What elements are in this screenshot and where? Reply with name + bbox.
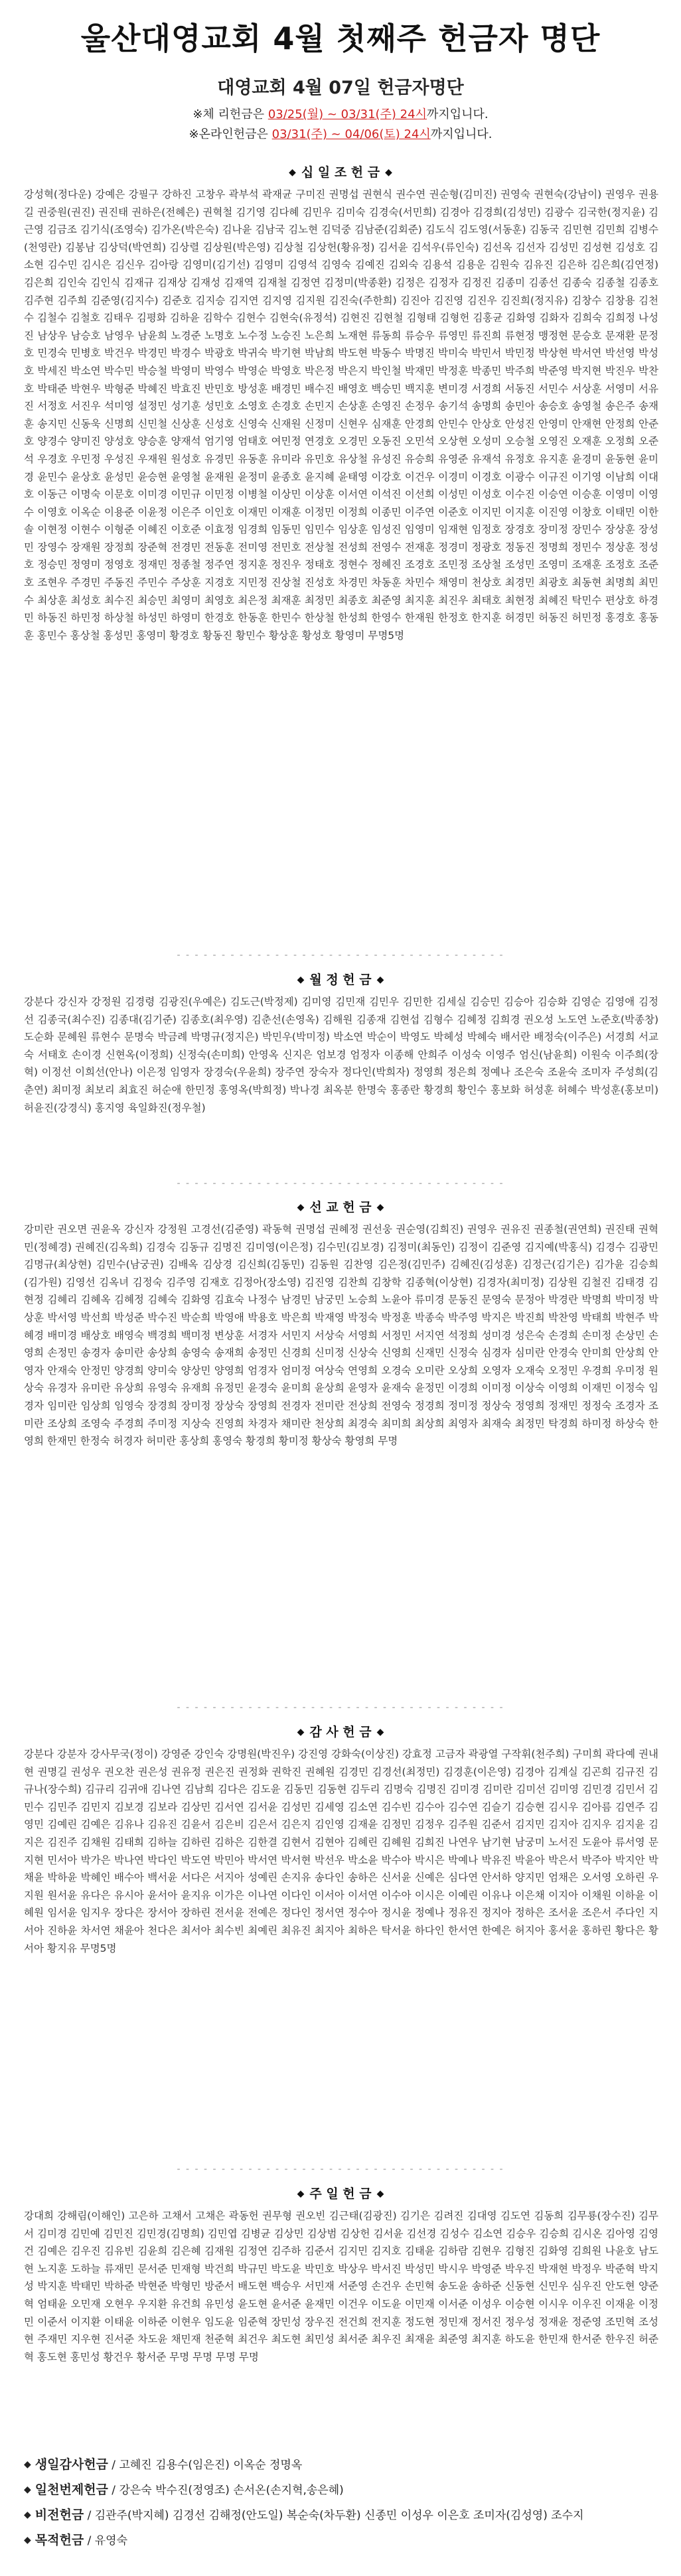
period-prefix: ※온라인헌금은 xyxy=(189,127,272,141)
section-names-monthly: 강분다 강신자 강정원 김경령 김광진(우예은) 김도근(박정제) 김미영 김민재 김민우 김민한 김세실 김승민 김승아 김승화 김영순 김영애 김정선 김종국(최수진) 김종대(김기준) 김종호(최우영) 김춘선(손영옥) 김해원 김종재 김현섭 김형수 김혜정 김희경 권오성 노도연 노준호(박종창) 도순화 문혜원 류현수 문명숙 박금례 박명규(정지은) 박민우(박미정) 박소연 박순이 박영도 박헤성 박혜숙 배서란 배정숙(이주은) 서경희 서교숙 서태호 손이경 신현옥(이정희) 신정숙(손미희) 안영옥 신지은 엄보경 엄정자 이종해 안희주 이성숙 이영주 엄신(남윤희) 이원숙 이주희(장혁) 이정선 이희선(안나) 이은정 임영자 장경숙(우윤희) 장주연 장숙자 정다인(박희자) 정영희 정은희 정예나 조은숙 조윤숙 조미자 주성희(김춘연) 최미정 최보리 최효진 허순애 한민정 홍영옥(박희정) 박나경 최옥분 한명숙 홍종란 황경희 황인수 홍보화 허성훈 허혜수 박성훈(홍보미) 허윤진(강경식) 홍지영 육일화진(정우철) xyxy=(24,996,658,1114)
diamond-icon: ◆ xyxy=(24,2484,31,2495)
misc-names: 김관주(박지혜) 김경선 김해정(안도일) 복순숙(차두환) 신종민 이성우 이은호 조미자(김성영) 조수지 xyxy=(94,2509,584,2522)
section-names-tithe: 강성혁(정다운) 강예은 강필구 강하진 고창우 곽부석 곽재균 구미진 권명섭 권현식 권수연 권순형(김미진) 권영숙 권현숙(강남이) 권영우 권용길 권중원(권진) 권진태 권하은(전혜은) 권혁철 김기영 김다혜 김민우 김미숙 김경숙(서민희) 김경아 김경희(김성민) 김광수 김국한(정지윤) 김근영 김금조 김기식(조영숙) 김가온(박은숙) 김나윤 김남국 김노현 김덕중 김남준(김회준) 김도식 김도영(서동훈) 김동국 김민현 김민희 김병수(천영란) 김봉남 김상덕(박연희) 김상렬 김상원(박은영) 김상철 김상헌(황유정) 김서윤 김석우(류인숙) 김선옥 김선자 김성민 김성현 김성호 김소현 김수민 김시은 김신우 김아랑 김영미(김기선) 김영미 김영석 김영숙 김예진 김외숙 김용석 김용운 김원숙 김유진 김은하 김은희(김연정) 김은희 김인숙 김인식 김재규 김재상 김재성 김재역 김재철 김정연 김정미(박종환) 김정은 김정자 김정진 김종미 김종선 김종숙 김종철 김종호 김주현 김주희 김준영(김지수) 김준호 김지승 김지연 김지영 김지원 김진숙(주한희) 김진아 김진영 김진우 김진희(정지유) 김창수 김창용 김천수 김철수 김철호 김태우 김평화 김하윤 김학수 김현수 김현숙(유정석) 김현진 김현철 김형태 김형헌 김홍균 김화영 김화자 김희숙 김희정 나성진 남상우 남승호 남영우 남윤희 노경준 노명호 노수정 노승진 노은희 노재현 류동희 류승우 류영민 류진희 류현정 맹정현 문승호 문재환 문정호 민경숙 민병호 박건우 박경민 박경수 박광호 박귀숙 박기현 박남희 박도현 박동수 박명진 박미숙 박민서 박민정 박상현 박서연 박선영 박성호 박세진 박소연 박수민 박승철 박영미 박영수 박영순 박영호 박은정 박은지 박인철 박재민 박정훈 박종민 박주희 박준영 박지현 박진우 박찬호 박태준 박현우 박형준 박혜진 박효진 반민호 방성훈 배경민 배수진 배영호 백승민 백지훈 변미경 서경희 서동진 서민수 서상훈 서영미 서유진 서정호 서진우 석미영 설정민 성기훈 성민호 소영호 손경호 손민지 손상훈 손영진 손정우 송기석 송명희 송민아 송승호 송영철 송은주 송재훈 송지민 신동욱 신명희 신민철 신상훈 신성호 신영숙 신재원 신정미 신현우 심재훈 안경희 안민수 안상호 안성진 안영미 안재현 안정희 안준호 양경수 양미진 양성호 양승훈 양재석 엄기영 엄태호 여민정 연경호 오경민 오동진 오민석 오상현 오성미 오승철 오영진 오재훈 오정희 오준석 우경호 우민정 우성진 우재원 원성호 유경민 유동훈 유미라 유민호 유상철 유성진 유승희 유영준 유재석 유정호 유지훈 윤경미 윤동현 윤미경 윤민수 윤상호 윤성민 윤승현 윤영철 윤재원 윤정미 윤종호 윤지혜 윤태영 이강호 이건우 이경미 이경호 이광수 이규진 이기영 이남희 이대호 이동근 이명숙 이문호 이미경 이민규 이민정 이병철 이상민 이상훈 이서연 이석진 이선희 이성민 이성호 이수진 이승연 이승훈 이영미 이영수 이영호 이옥순 이용준 이윤정 이은주 이인호 이재민 이재훈 이정민 이정희 이종민 이주연 이준호 이지민 이지훈 이진영 이창호 이태민 이한솔 이현정 이현수 이형준 이혜진 이호준 이효정 임경희 임동민 임민수 임상훈 임성진 임영미 임재현 임정호 장경호 장미정 장민수 장상훈 장성민 장영수 장재원 장정희 장준혁 전경민 전동훈 전미영 전민호 전상철 전성희 전영수 전재훈 정경미 정광호 정동진 정명희 정민수 정상훈 정성호 정승민 정영미 정영호 정재민 정종철 정주연 정지훈 정진우 정태호 정현수 정혜진 조경호 조민정 조상철 조성민 조영미 조재훈 조정호 조준호 조현우 주경민 주동진 주민수 주상훈 지경호 지민정 진상철 진성호 차경민 차동훈 차민수 채영미 천상호 최경민 최광호 최동현 최명희 최민수 최상훈 최성호 최수진 최승민 최영미 최영호 최은정 최재훈 최정민 최종호 최준영 최지훈 최진우 최태호 최현정 최혜진 탁민수 편상호 하경민 하동진 하민정 하상철 하성민 하영미 한경호 한동훈 한민수 한상철 한성희 한영수 한재원 한정호 한지훈 허경민 허동진 허민정 홍경호 홍동훈 홍민수 홍상철 홍성민 홍영미 황경호 황동진 황민수 황상훈 황성호 황영미 무명5명 xyxy=(24,188,658,642)
diamond-icon: ◆ xyxy=(376,1727,384,1737)
diamond-icon: ◆ xyxy=(297,2189,305,2199)
misc-birthday xyxy=(24,2455,658,2473)
diamond-icon: ◆ xyxy=(24,2510,31,2520)
misc-label: 생일감사헌금 xyxy=(35,2457,108,2472)
period-suffix: 까지입니다. xyxy=(426,107,489,121)
section-heading-tithe xyxy=(0,163,681,180)
diamond-icon: ◆ xyxy=(385,167,392,178)
diamond-icon: ◆ xyxy=(297,975,305,985)
diamond-icon: ◆ xyxy=(376,1202,384,1213)
section-heading-text: 십 일 조 헌 금 xyxy=(301,165,380,180)
section-heading-mission xyxy=(0,1197,681,1215)
diamond-icon: ◆ xyxy=(24,2459,31,2470)
section-names-mission: 강미란 권오면 권윤옥 강신자 강정원 고경선(김준영) 곽동혁 권명섭 권혜정 권선웅 권순영(김희진) 권영우 권유진 권종철(권연희) 권진태 권혁민(정혜경) 권혜진(김옥희) 김경숙 김동규 김명진 김미영(이은정) 김수민(김보경) 김정미(최동인) 김정이 김준영 김지예(박홍식) 김경수 김광민 김명규(최상현) 김민수(남궁권) 김배옥 김상경 김신희(김동민) 김동원 김찬영 김은정(김민주) 김혜진(김성훈) 김정근(김기은) 김가윤 김승희(김가원) 김영선 김옥녀 김정숙 김주영 김재호 김정아(장소영) 김진영 김찬희 김창학 김종혁(이상현) 김경자(최미정) 김상원 김철진 김태경 김현정 김혜리 김혜옥 김혜정 김혜숙 김화영 김효숙 나정수 남경민 남궁민 노승희 노윤아 류미경 문동진 문영숙 문정아 박경란 박명희 박미정 박상훈 박서영 박선희 박성준 박수진 박순희 박영애 박용호 박은희 박재영 박정숙 박정훈 박종숙 박주영 박지은 박진희 박찬영 박태희 박현주 박혜경 배미경 배상호 배영숙 백경희 백미정 변상훈 서경자 서민지 서상숙 서영희 서정민 서지연 석정희 성미경 성은숙 손경희 손미정 손상민 손영희 손정민 송경자 송미란 송상희 송영숙 송재희 송정민 신경희 신미정 신상숙 신영희 신재민 신정숙 심경자 심미란 안경숙 안미희 안상희 안영자 안재숙 안정민 양경희 양미숙 양상민 양영희 엄경자 엄미정 여상숙 연영희 오경숙 오미란 오상희 오영자 오재숙 오정민 우경희 우미정 원상숙 유경자 유미란 유상희 유영숙 유재희 유정민 윤경숙 윤미희 윤상희 윤영자 윤재숙 윤정민 이경희 이미정 이상숙 이영희 이재민 이정숙 임경자 임미란 임상희 임영숙 장경희 장미정 장상숙 장영희 전경자 전미란 전상희 전영숙 정경희 정미정 정상숙 정영희 정재민 정정숙 조경자 조미란 조상희 조영숙 주경희 주미정 지상숙 진영희 차경자 채미란 천상희 최경숙 최미희 최상희 최영자 최재숙 최정민 탁경희 하미정 하상숙 한영희 한재민 한정숙 허경자 허미란 홍상희 홍영숙 황경희 황미정 황상숙 황영희 무명 xyxy=(24,1223,658,1448)
period-date: 03/25(월) ~ 03/31(주) 24시 xyxy=(267,107,427,121)
misc-sep: / xyxy=(84,2534,95,2547)
misc-label: 목적헌금 xyxy=(35,2533,84,2547)
section-heading-text: 주 일 헌 금 xyxy=(309,2187,372,2201)
misc-thousand xyxy=(24,2480,658,2498)
diamond-icon: ◆ xyxy=(297,1727,305,1737)
diamond-icon: ◆ xyxy=(289,167,296,178)
misc-label: 일천번제헌금 xyxy=(35,2482,108,2497)
section-separator: - - - - - - - - - - - - - - - - - - - - - - - - - - - - - - - - - - - - - xyxy=(177,1702,504,1713)
section-names-thanks: 강분다 강분자 강사무국(정이) 강영준 강인숙 강명원(박진우) 강진영 강화숙(이상진) 강효정 고금자 곽광열 구작휘(천주희) 구미희 곽다예 권내현 권명길 권성우 권오찬 권은성 권유정 권은진 권정화 권학진 권혜원 김경민 김경선(최정민) 김경훈(이은영) 김경아 김계실 김곤희 김규진 김규나(장수희) 김규리 김귀애 김나연 김남희 김다은 김도윤 김동민 김동현 김두리 김명숙 김명진 김미경 김미란 김미선 김미영 김민경 김민서 김민수 김민주 김민지 김보경 김보라 김상민 김서연 김서윤 김성민 김세영 김소연 김수빈 김수아 김수연 김슬기 김승현 김시우 김아름 김연주 김영민 김예린 김예은 김유나 김유진 김윤서 김은비 김은서 김은지 김인영 김재윤 김정민 김정우 김주원 김준서 김지민 김지아 김지우 김지윤 김지은 김진주 김채원 김태희 김하늘 김하린 김하은 김한결 김현서 김현아 김혜린 김혜원 김희진 나연우 남기현 남궁미 노서진 도윤아 류서영 문지현 민서아 박가은 박나연 박다인 박도연 박민아 박서연 박서현 박선우 박소윤 박수아 박시은 박예나 박유진 박윤아 박은서 박주아 박지안 박채윤 박하윤 박혜인 배수아 백서윤 서다은 서지아 성예린 손지유 송다인 송하은 신서윤 신예은 심다연 안서하 양지민 엄채은 오서영 오하린 우지원 원서윤 유다은 유시아 윤서아 윤지유 이가은 이나연 이다인 이서아 이서연 이수아 이시은 이예린 이유나 이은채 이지아 이채원 이하윤 이혜원 임서윤 임지우 장다은 장서아 장하린 전서윤 전예은 정다인 정서연 정수아 정시윤 정예나 정유진 정지아 정하은 조서윤 조은서 주다인 지서아 진하윤 차서연 채윤아 천다은 최서아 최수빈 최예린 최유진 최지아 최하은 탁서윤 하다인 한서연 한예은 허지아 홍서윤 홍하린 황다은 황서아 황지유 무명5명 xyxy=(24,1748,658,1954)
page-title: 울산대영교회 4월 첫째주 헌금자 명단 xyxy=(80,21,601,56)
misc-purpose xyxy=(24,2530,658,2548)
section-heading-thanks xyxy=(0,1722,681,1740)
misc-names: 강은숙 박수진(정영조) 손서온(손지혁,송은혜) xyxy=(119,2484,344,2497)
section-separator: - - - - - - - - - - - - - - - - - - - - - - - - - - - - - - - - - - - - - xyxy=(177,1178,504,1189)
section-heading-monthly xyxy=(0,970,681,988)
misc-names: 유영숙 xyxy=(94,2534,128,2547)
page-subtitle: 대영교회 4월 07일 헌금자명단 xyxy=(217,78,464,98)
misc-vision xyxy=(24,2505,658,2523)
diamond-icon: ◆ xyxy=(297,1202,305,1213)
diamond-icon: ◆ xyxy=(24,2535,31,2545)
diamond-icon: ◆ xyxy=(376,2189,384,2199)
section-heading-text: 월 정 헌 금 xyxy=(309,973,372,987)
period-suffix: 까지입니다. xyxy=(430,127,492,141)
diamond-icon: ◆ xyxy=(376,975,384,985)
section-heading-text: 감 사 헌 금 xyxy=(309,1725,372,1739)
misc-sep: / xyxy=(84,2509,95,2522)
period-notice-2 xyxy=(0,125,681,142)
section-separator: - - - - - - - - - - - - - - - - - - - - - - - - - - - - - - - - - - - - - xyxy=(177,950,504,961)
misc-sep: / xyxy=(108,2484,119,2497)
misc-label: 비전헌금 xyxy=(35,2508,84,2522)
period-date: 03/31(주) ~ 04/06(토) 24시 xyxy=(271,127,431,141)
section-separator: - - - - - - - - - - - - - - - - - - - - - - - - - - - - - - - - - - - - - xyxy=(177,2164,504,2175)
period-prefix: ※체 리헌금은 xyxy=(192,107,268,121)
misc-sep: / xyxy=(108,2459,119,2472)
section-names-sunday: 강대희 강해림(이해인) 고은하 고채서 고채은 곽동헌 권무형 권오빈 김근태(김광진) 김기은 김려진 김대영 김도연 김동희 김무룡(장수진) 김무서 김미경 김민예 김민진 김민경(김명희) 김민엽 김병균 김상민 김상범 김상헌 김서윤 김선경 김성수 김소연 김승우 김승희 김시온 김아영 김영건 김예은 김우진 김유빈 김윤희 김은혜 김재원 김정연 김주하 김준서 김지민 김지호 김태윤 김하람 김현우 김형진 김화영 김희원 나윤호 남도현 노지훈 도하늘 류재민 문서준 민재형 박건희 박규민 박도윤 박민호 박상우 박서진 박성민 박시우 박영준 박우진 박재현 박정우 박준혁 박지성 박지훈 박태민 박하준 박현준 박형민 방준서 배도현 백승우 서민재 서준영 손건우 손민혁 송도윤 송하준 신동현 신민우 심우진 안도현 양준혁 엄태윤 오민재 오현우 우지환 유건희 유민성 윤도현 윤서준 윤재민 이건우 이도윤 이민재 이서준 이성우 이승현 이시우 이우진 이재윤 이정민 이준서 이지환 이태윤 이하준 이현우 임도윤 임준혁 장민성 장우진 전건희 전지훈 정도현 정민재 정서진 정우성 정재윤 정준영 조민혁 조성현 주재민 지우현 진서준 차도윤 채민재 천준혁 최건우 최도현 최민성 최서준 최우진 최재윤 최준영 최지훈 하도윤 한민재 한서준 한우진 허준혁 홍도현 홍민성 황건우 황서준 무명 무명 무명 무명 xyxy=(24,2210,658,2363)
section-heading-sunday xyxy=(0,2184,681,2202)
misc-names: 고혜진 김용수(임은진) 이옥순 정명옥 xyxy=(119,2459,303,2472)
period-notice-1 xyxy=(0,105,681,122)
section-heading-text: 선 교 헌 금 xyxy=(309,1200,372,1215)
